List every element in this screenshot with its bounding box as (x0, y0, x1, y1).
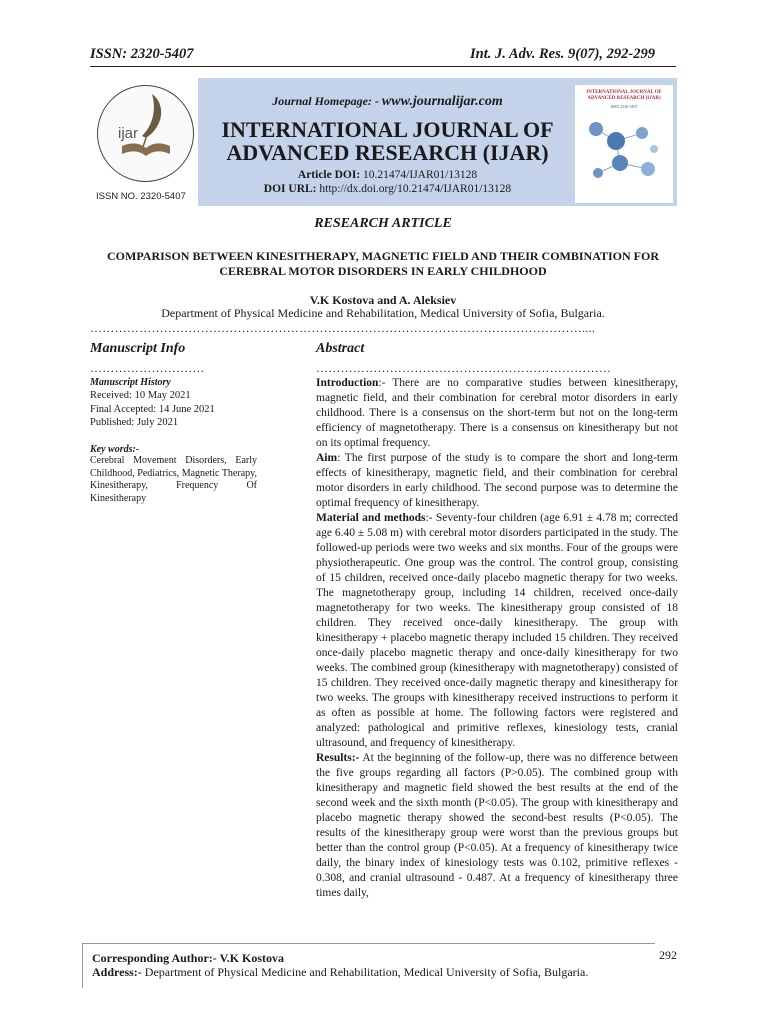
doi-value: 10.21474/IJAR01/13128 (363, 169, 478, 181)
logo-issn: ISSN NO. 2320-5407 (96, 191, 186, 202)
cover-subtitle: ISSN 2320-5407 (610, 104, 638, 109)
logo-wordmark: ijar (118, 125, 139, 142)
header-rule (90, 66, 676, 67)
issn-header: ISSN: 2320-5407 (90, 46, 194, 62)
homepage-link[interactable]: www.journalijar.com (381, 94, 503, 109)
section-divider: ………………………………………………………………………………………………………….... (90, 322, 596, 334)
journal-cover-thumbnail (575, 85, 673, 203)
manuscript-info-heading: Manuscript Info (90, 341, 186, 356)
authors: V.K Kostova and A. Aleksiev (309, 293, 457, 307)
aim-text: : The first purpose of the study is to compare the short and long-term effects of kinesitherapy, magnetic field, and their combination for cerebral motor disorders in early childhood. The second purpose was to determine the optimal frequency of kinesitherapy. (316, 452, 678, 509)
address-text: Department of Physical Medicine and Rehabilitation, Medical University of Sofia, Bulgaria. (141, 965, 589, 979)
abstract-introduction (316, 376, 678, 451)
journal-homepage (200, 94, 575, 110)
methods-text: :- Seventy-four children (age 6.91 ± 4.78 m; corrected age 6.40 ± 5.08 m) with cerebral motor disorders participated in the study. The followed-up periods were two weeks and six months. Four of the groups were physiotherapeutic. One group was the control. The control group, consisting of 15 children, received once-daily placebo magnetic therapy for two weeks. The magnetotherapy group, including 14 children, received once-daily magnetotherapy for two weeks. The kinesitherapy group consisted of 18 children. They received once-daily kinesitherapy. The group with kinesitherapy + placebo magnetic therapy included 15 children. They received once-daily placebo magnetic therapy and once-daily kinesitherapy for two weeks. The combined group (kinesitherapy with magnetotherapy) consisted of 15 children. They received once-daily magnetic therapy and kinesitherapy for two weeks. The groups with kinesitherapy received instructions to perform it as often as possible at home. The following factors were registered and analyzed: pathological and primitive reflexes, kinesiology tests, cranial ultrasound, and frequency of kinesitherapy. (316, 512, 678, 749)
corresponding-name: V.K Kostova (219, 951, 285, 965)
abstract-body (316, 376, 678, 901)
paper-title-line2: CEREBRAL MOTOR DISORDERS IN EARLY CHILDHOOD (219, 264, 547, 278)
corresponding-author (92, 951, 284, 966)
results-text: At the beginning of the follow-up, there was no difference between the five groups regarding all factors (P>0.05). The combined group with kinesitherapy and magnetic field showed the best results at the end of the second week and the sixth month (P<0.05). The group with kinesitherapy and placebo magnetic therapy showed the second-best results (P<0.05). The results of the kinesitherapy group were worst than the previous groups but better than the control group (P<0.05). At a frequency of kinesitherapy twice daily, the binary index of kinesiology tests was 0.102, primitive reflexes - 0.308, and cranial ultrasound - 0.487. At a frequency of kinesitherapy three times daily, (316, 752, 678, 899)
keywords-heading: Key words:- (90, 444, 140, 455)
paper-title (90, 249, 676, 279)
abstract-aim (316, 451, 678, 511)
doi-url-link[interactable]: http://dx.doi.org/10.21474/IJAR01/13128 (319, 183, 512, 195)
journal-cover-molecules-icon (582, 111, 666, 189)
abstract-results (316, 751, 678, 901)
doi-label: Article DOI: (297, 169, 361, 181)
accepted-date: Final Accepted: 14 June 2021 (90, 403, 215, 415)
results-label: Results:- (316, 752, 360, 764)
doi-url-label: DOI URL: (263, 183, 317, 195)
manuscript-history-heading: Manuscript History (90, 377, 171, 388)
journal-reference-header: Int. J. Adv. Res. 9(07), 292-299 (469, 46, 655, 62)
doi-block (200, 168, 575, 196)
aim-label: Aim (316, 452, 338, 464)
manuscript-history (90, 389, 215, 430)
corresponding-label: Corresponding Author:- (92, 951, 220, 965)
journal-title-line2: ADVANCED RESEARCH (IJAR) (226, 140, 549, 165)
methods-label: Material and methods (316, 512, 426, 524)
homepage-label: Journal Homepage: - (272, 94, 382, 108)
article-type: RESEARCH ARTICLE (314, 216, 452, 231)
abstract-methods (316, 511, 678, 751)
journal-title-line1: INTERNATIONAL JOURNAL OF (221, 117, 554, 142)
cover-title: INTERNATIONAL JOURNAL OF ADVANCED RESEARCH (IJAR) (586, 90, 662, 101)
corresponding-address (92, 965, 588, 980)
published-date: Published: July 2021 (90, 417, 179, 428)
affiliation: Department of Physical Medicine and Rehabilitation, Medical University of Sofia, Bulgaria. (161, 306, 605, 320)
received-date: Received: 10 May 2021 (90, 390, 191, 401)
journal-title (200, 118, 575, 164)
intro-text: :- There are no comparative studies between kinesitherapy, magnetic field, and their combination for cerebral motor disorders in early childhood. There is a consensus on the short-term but not on the long-term efficiency of magnetotherapy. There is a consensus on kinesitherapy but not on its optimal frequency. (316, 377, 678, 449)
page-number: 292 (659, 948, 677, 962)
abstract-divider: ……………………………………………………………… (316, 362, 612, 374)
manuscript-info-divider: ………………………. (90, 362, 204, 374)
abstract-heading: Abstract (316, 341, 365, 356)
paper-title-line1: COMPARISON BETWEEN KINESITHERAPY, MAGNETIC FIELD AND THEIR COMBINATION FOR (107, 249, 659, 263)
keywords-list: Cerebral Movement Disorders, Early Childhood, Pediatrics, Magnetic Therapy, Kinesitherapy, Frequency Of Kinesitherapy (90, 455, 257, 504)
intro-label: Introduction (316, 377, 379, 389)
address-label: Address:- (92, 965, 142, 979)
